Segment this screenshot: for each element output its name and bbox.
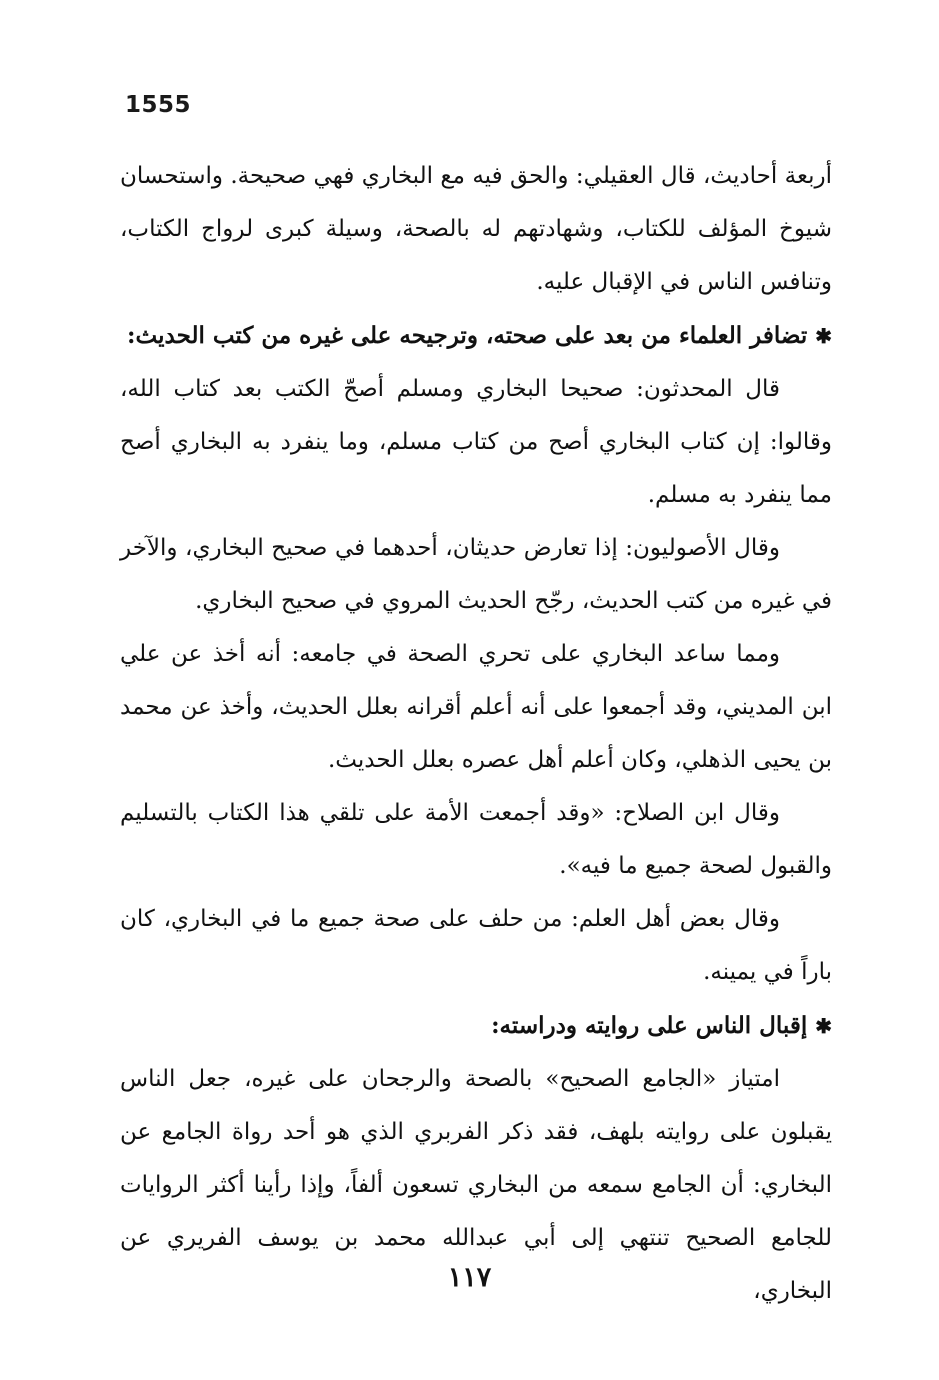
body-text	[120, 150, 832, 1318]
page-number: ١١٧	[447, 1262, 492, 1293]
paragraph-2: قال المحدثون: صحيحا البخاري ومسلم أصحّ الكتب بعد كتاب الله، وقالوا: إن كتاب البخاري أصح من كتاب مسلم، وما ينفرد به البخاري أصح مما ينفرد به مسلم.	[120, 376, 832, 508]
section-heading-1	[120, 309, 832, 363]
paragraph-4: ومما ساعد البخاري على تحري الصحة في جامعه: أنه أخذ عن علي ابن المديني، وقد أجمعوا على أنه أعلم أقرانه بعلل الحديث، وأخذ عن محمد بن يحيى الذهلي، وكان أعلم أهل عصره بعلل الحديث.	[120, 641, 832, 773]
paragraph-6: وقال بعض أهل العلم: من حلف على صحة جميع ما في البخاري، كان باراً في يمينه.	[120, 906, 832, 985]
page-marker: 1555	[125, 92, 192, 118]
asterisk-icon: ✱	[815, 324, 832, 348]
paragraph-5: وقال ابن الصلاح: «وقد أجمعت الأمة على تلقي هذا الكتاب بالتسليم والقبول لصحة جميع ما فيه».	[120, 800, 832, 879]
section-heading-2	[120, 999, 832, 1053]
section-heading-text: تضافر العلماء من بعد على صحته، وترجيحه على غيره من كتب الحديث:	[127, 322, 808, 349]
section-heading-text: إقبال الناس على روايته ودراسته:	[491, 1012, 808, 1039]
asterisk-icon: ✱	[815, 1014, 832, 1038]
paragraph-1: أربعة أحاديث، قال العقيلي: والحق فيه مع البخاري فهي صحيحة. واستحسان شيوخ المؤلف للكتاب، وشهادتهم له بالصحة، وسيلة كبرى لرواج الكتاب، وتنافس الناس في الإقبال عليه.	[120, 163, 832, 295]
paragraph-3: وقال الأصوليون: إذا تعارض حديثان، أحدهما في صحيح البخاري، والآخر في غيره من كتب الحديث، رجّح الحديث المروي في صحيح البخاري.	[120, 535, 832, 614]
paragraph-7: امتياز «الجامع الصحيح» بالصحة والرجحان على غيره، جعل الناس يقبلون على روايته بلهف، فقد ذكر الفربري الذي هو أحد رواة الجامع عن البخاري: أن الجامع سمعه من البخاري تسعون ألفاً، وإذا رأينا أكثر الروايات للجامع الصحيح تنتهي إلى أبي عبدالله محمد بن يوسف الفريري عن البخاري،	[120, 1066, 832, 1304]
